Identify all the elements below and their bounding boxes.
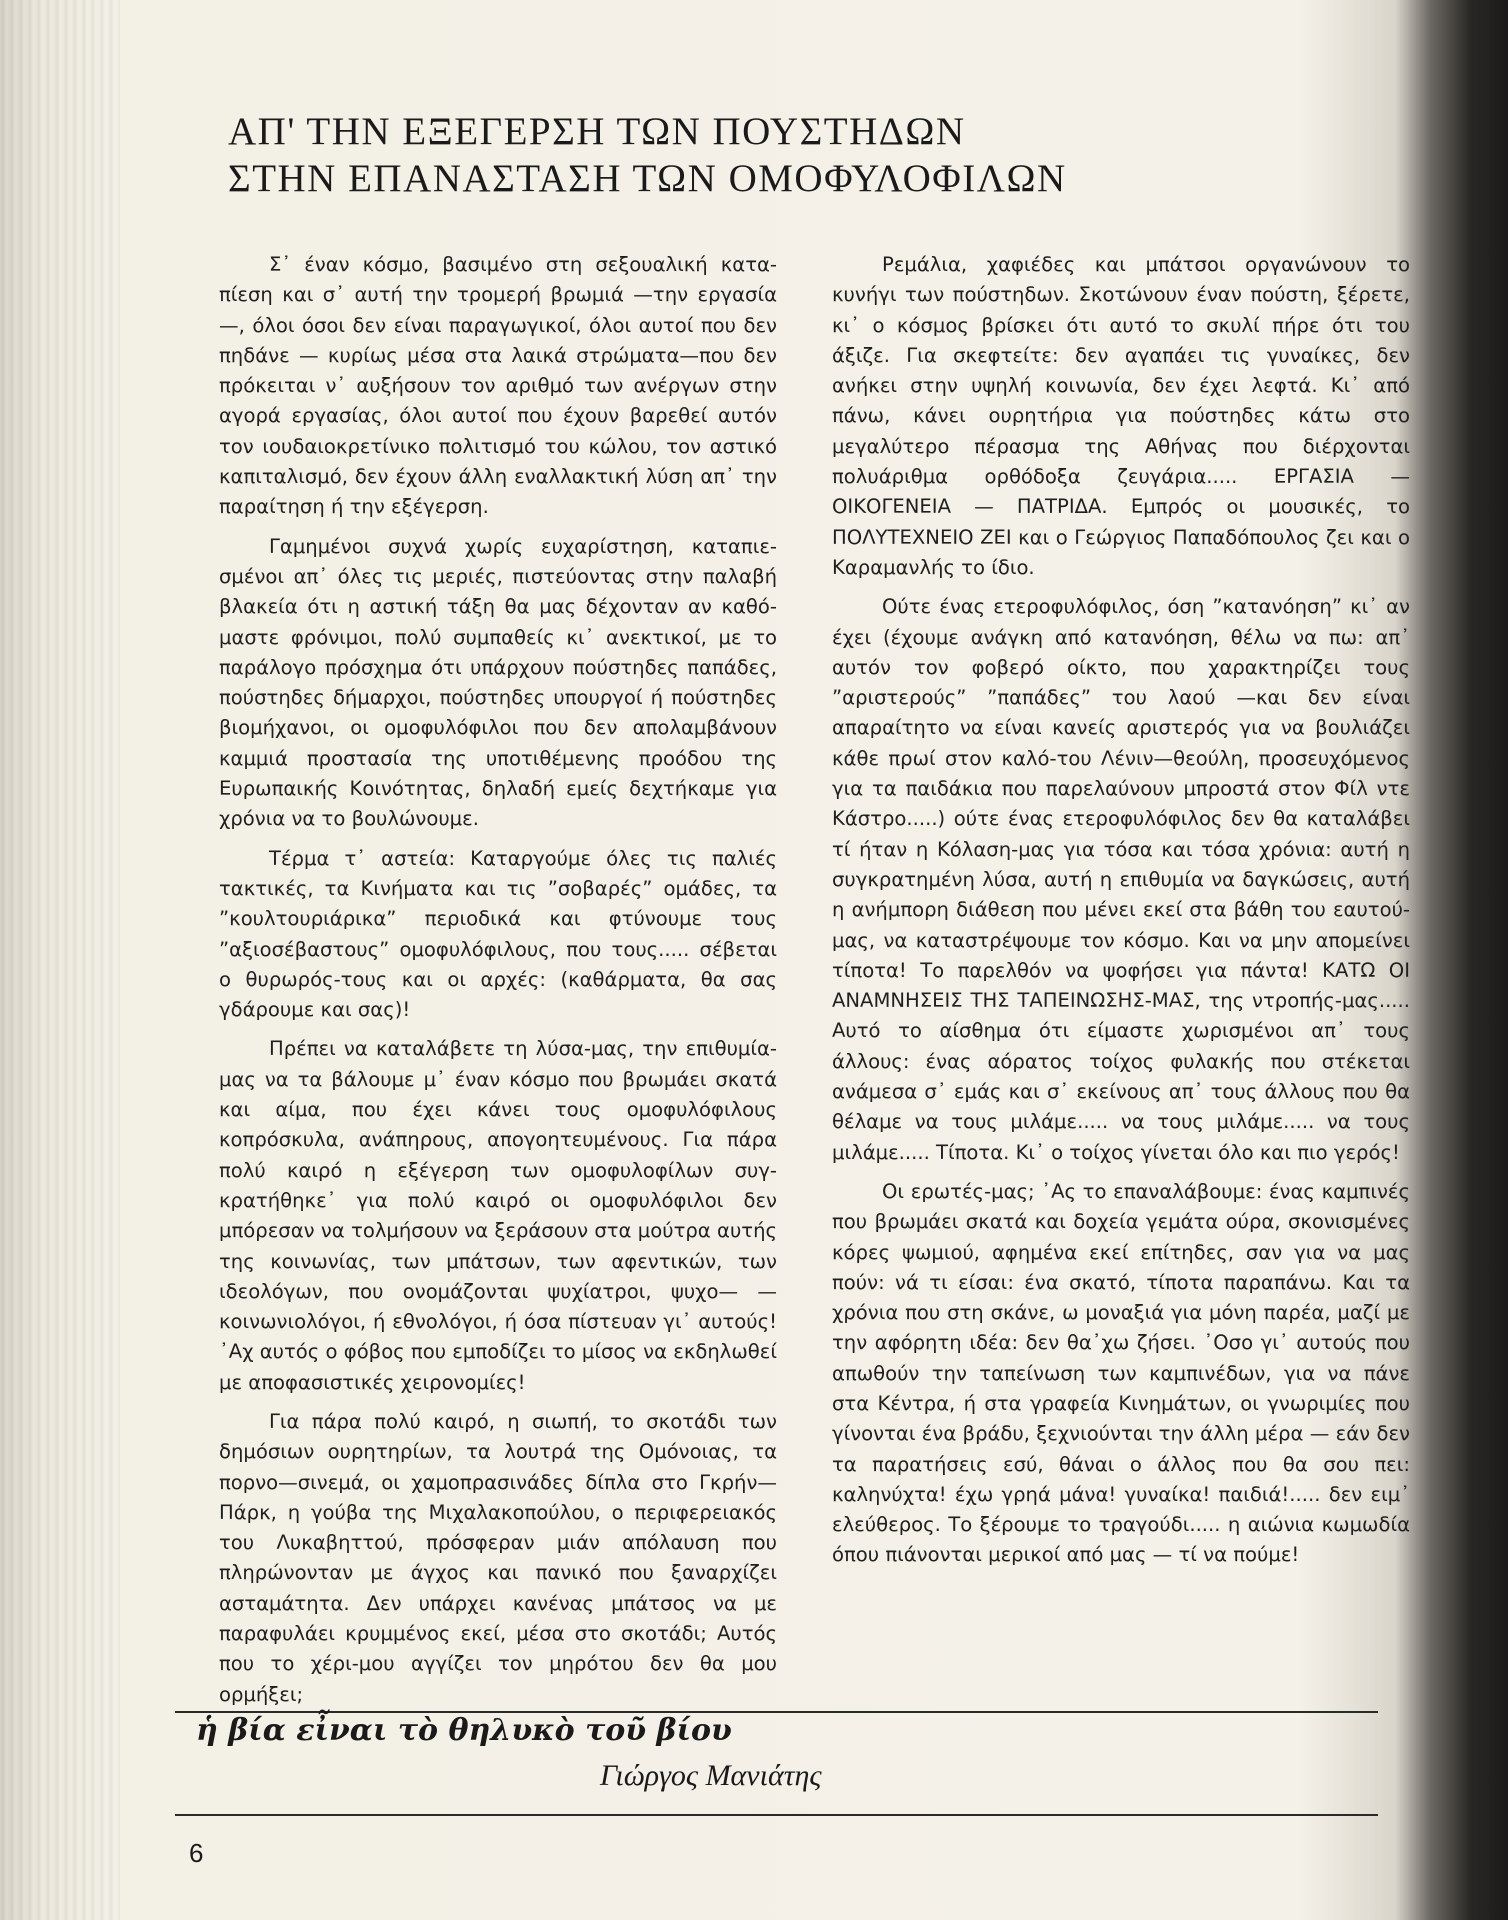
title-line-2: ΣΤΗΝ ΕΠΑΝΑΣΤΑΣΗ ΤΩΝ ΟΜΟΦΥΛΟΦΙΛΩΝ	[228, 157, 1067, 200]
page-binding-edge	[0, 0, 120, 1920]
footer-heading: ἡ βία εἶναι τὸ θηλυκὸ τοῦ βίου	[196, 1713, 732, 1748]
paragraph: Τέρμα τ᾽ αστεία: Καταργούμε όλες τις παλιές τακτικές, τα Κινήματα και τις ”σοβαρές” ομάδες, τα ”κουλτουριάρικα” περιοδικά και φτύνουμε τους ”αξιοσέβαστους” ομοφυλόφιλους, που τους..... σέβεται ο θυρωρός-τους και οι αρχές: (καθάρματα, θα σας γδάρουμε και σας)!	[219, 846, 777, 1022]
article-title	[228, 108, 1128, 202]
footer-rule-bottom	[175, 1814, 1378, 1816]
paragraph: Σ᾽ έναν κόσμο, βασιμένο στη σεξουαλική καταπίεση και σ᾽ αυτή την τρομερή βρωμιά —την εργασία—, όλοι όσοι δεν είναι παραγωγικοί, όλοι αυτοί που δεν πηδάνε — κυρίως μέσα στα λαικά στρώματα—που δεν πρόκειται ν᾽ αυξήσουν τον αριθμό των ανέργων στην αγορά εργασίας, όλοι αυτοί που έχουν βαρεθεί αυτόν τον ιουδαιοκρετίνικο πολιτισμό του κώλου, τον αστικό καπιταλισμό, δεν έχουν άλλη εναλλακτική λύση απ᾽ την παραίτηση ή την εξέγερση.	[219, 253, 777, 519]
paragraph: Ούτε ένας ετεροφυλόφιλος, όση ”κατανόηση” κι᾽ αν έχει (έχουμε ανάγκη από κατανόηση, θέλω να πω: απ᾽ αυτόν τον φοβερό οίκτο, που χαρακτηρίζει τους ”αριστερούς” ”παπάδες” του λαού —και δεν είναι απαραίτητο να είναι κανείς αριστερός για να βουλιάζει κάθε πρωί στον καλό-του Λένιν—θεούλη, προσευχόμενος για τα παιδάκια που παρελαύνουν μπροστά στον Φίλ ντε Κάστρο.....) ούτε ένας ετεροφυλόφιλος δεν θα καταλάβει τί ήταν η Κόλαση-μας για τόσα και τόσα χρόνια: αυτή η συγκρατημένη λύσα, αυτή η επιθυμία να δαγκώσεις, αυτή η ανήμπορη διάθεση που μένει εκεί στα βάθη του εαυτούμας, να καταστρέψουμε τον κόσμο. Και να μην απομείνει τίποτα! Το παρελθόν να ψοφήσει για πάντα! ΚΑΤΩ ΟΙ ΑΝΑΜΝΗΣΕΙΣ ΤΗΣ ΤΑΠΕΙΝΩΣΗΣ-ΜΑΣ, της ντροπής-μας..... Αυτό το αίσθημα ότι είμαστε χωρισμένοι απ᾽ τους άλλους: ένας αόρατος τοίχος φυλακής που στέκεται ανάμεσα σ᾽ εμάς και σ᾽ εκείνους απ᾽ τους άλλους που θα θέλαμε να τους μιλάμε..... να τους μιλάμε..... να τους μιλάμε..... Τίποτα. Κι᾽ ο τοίχος γίνεται όλο και πιο γερός!	[832, 595, 1410, 1164]
footer-author: Γιώργος Μανιάτης	[600, 1759, 822, 1792]
paragraph: Πρέπει να καταλάβετε τη λύσα-μας, την επιθυμία-μας να τα βάλουμε μ᾽ έναν κόσμο που βρωμάει σκατά και αίμα, που έχει κάνει τους ομοφυλόφιλους κοπρόσκυλα, ανάπηρους, απογοητευμένους. Για πάρα πολύ καιρό η εξέγερση των ομοφυλοφίλων συγκρατήθηκε᾽ για πολύ καιρό οι ομοφυλόφιλοι δεν μπόρεσαν να τολμήσουν να ξεράσουν στα μούτρα αυτής της κοινωνίας, των μπάτσων, των αφεντικών, των ιδεολόγων, που ονομάζονται ψυχίατροι, ψυχο— —κοινωνιολόγοι, ή εθνολόγοι, ή όσα πίστευαν γι᾽ αυτούς! ᾽Αχ αυτός ο φόβος που εμποδίζει το μίσος να εκδηλωθεί με αποφασιστικές χειρονομίες!	[219, 1037, 777, 1394]
title-line-1: ΑΠ' ΤΗΝ ΕΞΕΓΕΡΣΗ ΤΩΝ ΠΟΥΣΤΗΔΩΝ	[228, 110, 966, 153]
paragraph: Οι ερωτές-μας; ᾽Ας το επαναλάβουμε: ένας καμπινές που βρωμάει σκατά και δοχεία γεμάτα ούρα, σκονισμένες κόρες ψωμιού, αφημένα εκεί επίτηδες, σαν για να μας πούν: νά τι είσαι: ένα σκατό, τίποτα παραπάνω. Και τα χρόνια που στη σκάνε, ω μοναξιά για μόνη παρέα, μαζί με την αφόρητη ιδέα: δεν θα᾽χω ζήσει. ᾽Οσο γι᾽ αυτούς που απωθούν την ταπείνωση των καμπινέδων, για να πάνε στα Κέντρα, ή στα γραφεία Κινημάτων, οι γνωριμίες που γίνονται ένα βράδυ, ξεχνιούνται την άλλη μέρα — εάν δεν τα παρατήσεις εσύ, θάναι ο άλλος που θα σου πει: καληνύχτα! έχω γρηά μάνα! γυναίκα! παιδιά!..... δεν ειμ᾽ ελεύθερος. Το ξέρουμε το τραγούδι..... η αιώνια κωμωδία όπου πιάνονται μερικοί από μας — τί να πούμε!	[832, 1179, 1410, 1567]
page-number: 6	[189, 1838, 204, 1868]
paragraph: Για πάρα πολύ καιρό, η σιωπή, το σκοτάδι των δημόσιων ουρητηρίων, τα λουτρά της Ομόνοιας, τα πορνο—σινεμά, οι χαμοπρασινάδες δίπλα στο Γκρήν—Πάρκ, η γούβα της Μιχαλακοπούλου, ο περιφερειακός του Λυκαβηττού, πρόσφεραν μιάν απόλαυση που πληρώνονταν με άγχος και πανικό που ξαναρχίζει ασταμάτητα. Δεν υπάρχει κανένας μπάτσος να με παραφυλάει κρυμμένος εκεί, μέσα στο σκοτάδι; Αυτός που το χέρι-μου αγγίζει τον μηρότου δεν θα μου ορμήξει;	[219, 1409, 777, 1706]
left-column	[219, 250, 777, 1719]
right-column	[832, 250, 1410, 1580]
paragraph: Ρεμάλια, χαφιέδες και μπάτσοι οργανώνουν το κυνήγι των πούστηδων. Σκοτώνουν έναν πούστη, ξέρετε, κι᾽ ο κόσμος βρίσκει ότι αυτό το σκυλί πήρε ότι του άξιζε. Για σκεφτείτε: δεν αγαπάει τις γυναίκες, δεν ανήκει στην υψηλή κοινωνία, δεν έχει λεφτά. Κι᾽ από πάνω, κάνει ουρητήρια για πούστηδες κάτω στο μεγαλύτερο πέρασμα της Αθήνας που διέρχονται πολυάριθμα ορθόδοξα ζευγάρια..... ΕΡΓΑΣΙΑ — ΟΙΚΟΓΕΝΕΙΑ — ΠΑΤΡΙΔΑ. Εμπρός οι μουσικές, το ΠΟΛΥΤΕΧΝΕΙΟ ΖΕΙ και ο Γεώργιος Παπαδόπουλος ζει και ο Καραμανλής το ίδιο.	[832, 253, 1410, 579]
paragraph: Γαμημένοι συχνά χωρίς ευχαρίστηση, καταπιεσμένοι απ᾽ όλες τις μεριές, πιστεύοντας στην παλαβή βλακεία ότι η αστική τάξη θα μας δέχονταν αν καθόμαστε φρόνιμοι, πολύ συμπαθείς κι᾽ ανεκτικοί, με το παράλογο πρόσχημα ότι υπάρχουν πούστηδες παπάδες, πούστηδες δήμαρχοι, πούστηδες υπουργοί ή πούστηδες βιομήχανοι, οι ομοφυλόφιλοι που δεν απολαμβάνουν καμμιά προστασία της υποτιθέμενης προόδου της Ευρωπαικής Κοινότητας, δηλαδή εμείς δεχτήκαμε για χρόνια να το βουλώνουμε.	[219, 534, 777, 831]
